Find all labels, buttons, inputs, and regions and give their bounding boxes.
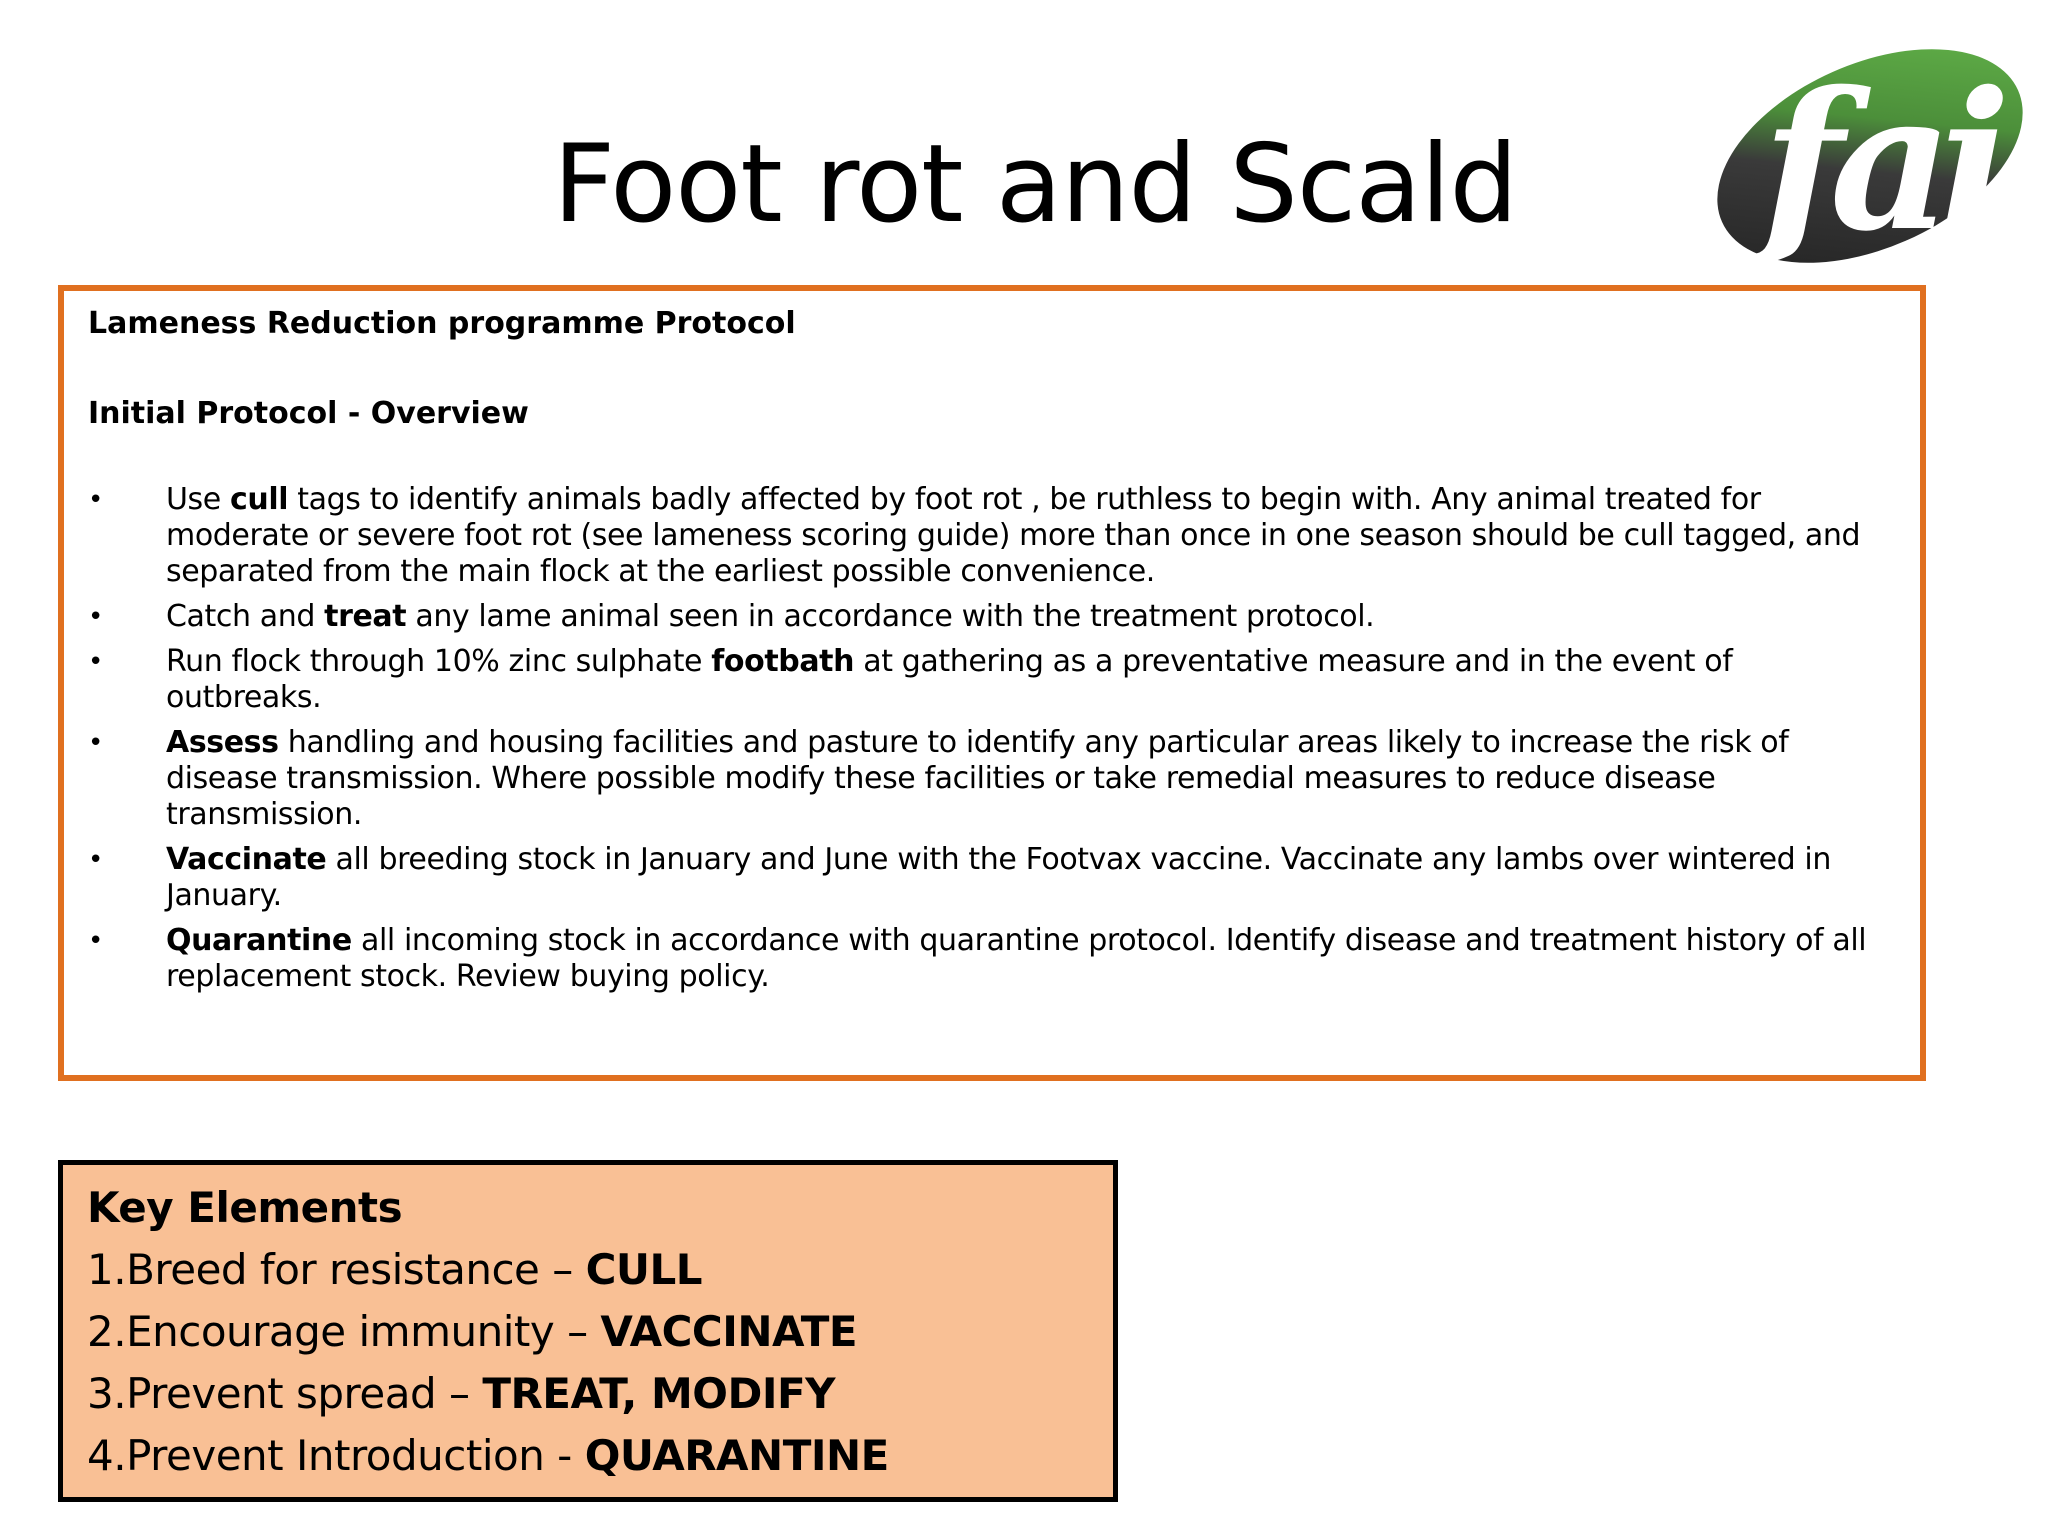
key-element-item xyxy=(87,1425,1089,1487)
bullet-dot: • xyxy=(88,926,103,956)
protocol-heading: Lameness Reduction programme Protocol xyxy=(88,306,796,341)
bullet-text-pre: Run flock through 10% zinc sulphate xyxy=(166,644,712,679)
bullet-quarantine xyxy=(88,923,1892,995)
bullet-footbath xyxy=(88,644,1892,716)
bullet-text-pre: Catch and xyxy=(166,599,325,634)
bullet-text-pre: Use xyxy=(166,482,230,517)
slide-title: Foot rot and Scald xyxy=(552,122,1518,247)
bullet-dot: • xyxy=(88,647,103,677)
key-elements-box xyxy=(58,1160,1118,1502)
key-element-item xyxy=(87,1363,1089,1425)
bullet-keyword: cull xyxy=(229,482,289,517)
key-element-text: 3.Prevent spread – xyxy=(87,1369,483,1418)
key-element-text: 4.Prevent Introduction - xyxy=(87,1431,585,1480)
bullet-dot: • xyxy=(88,485,103,515)
bullet-cull xyxy=(88,482,1892,590)
bullet-treat xyxy=(88,599,1892,635)
protocol-box xyxy=(58,285,1926,1081)
bullet-dot: • xyxy=(88,728,103,758)
key-element-keyword: CULL xyxy=(585,1245,703,1294)
bullet-keyword: Vaccinate xyxy=(166,842,327,877)
bullet-text-post: all incoming stock in accordance with quarantine protocol. Identify disease and treatment history of all replacement stock. Review buying policy. xyxy=(166,923,1867,994)
bullet-keyword: footbath xyxy=(711,644,855,679)
key-elements-title: Key Elements xyxy=(87,1183,403,1232)
bullet-keyword: Quarantine xyxy=(166,923,352,958)
bullet-dot: • xyxy=(88,602,103,632)
bullet-text-post: any lame animal seen in accordance with the treatment protocol. xyxy=(406,599,1375,634)
protocol-bullet-list xyxy=(88,482,1892,995)
bullet-dot: • xyxy=(88,845,103,875)
bullet-text-post: tags to identify animals badly affected by foot rot , be ruthless to begin with. Any animal treated for moderate or severe foot rot (see lameness scoring guide) more than once in one season should be cull tagged, and separated from the main flock at the earliest possible convenience. xyxy=(166,482,1861,589)
logo-text: fai xyxy=(1762,50,1998,268)
bullet-keyword: treat xyxy=(324,599,407,634)
fai-logo-graphic xyxy=(1700,38,2040,268)
key-element-text: 1.Breed for resistance – xyxy=(87,1245,586,1294)
bullet-keyword: Assess xyxy=(166,725,279,760)
overview-heading: Initial Protocol - Overview xyxy=(88,395,529,431)
key-element-keyword: QUARANTINE xyxy=(584,1431,889,1480)
key-element-keyword: VACCINATE xyxy=(600,1307,858,1356)
bullet-text-post: all breeding stock in January and June with the Footvax vaccine. Vaccinate any lambs over wintered in January. xyxy=(166,842,1831,913)
bullet-vaccinate xyxy=(88,842,1892,914)
bullet-text-post: at gathering as a preventative measure and in the event of outbreaks. xyxy=(166,644,1733,715)
bullet-assess xyxy=(88,725,1892,833)
key-element-keyword: TREAT, MODIFY xyxy=(482,1369,836,1418)
bullet-text-post: handling and housing facilities and pasture to identify any particular areas likely to increase the risk of disease transmission. Where possible modify these facilities or take remedial measures to reduce disease transmission. xyxy=(166,725,1789,832)
key-element-item xyxy=(87,1301,1089,1363)
key-element-text: 2.Encourage immunity – xyxy=(87,1307,601,1356)
key-element-item xyxy=(87,1239,1089,1301)
fai-logo xyxy=(1700,38,2040,268)
